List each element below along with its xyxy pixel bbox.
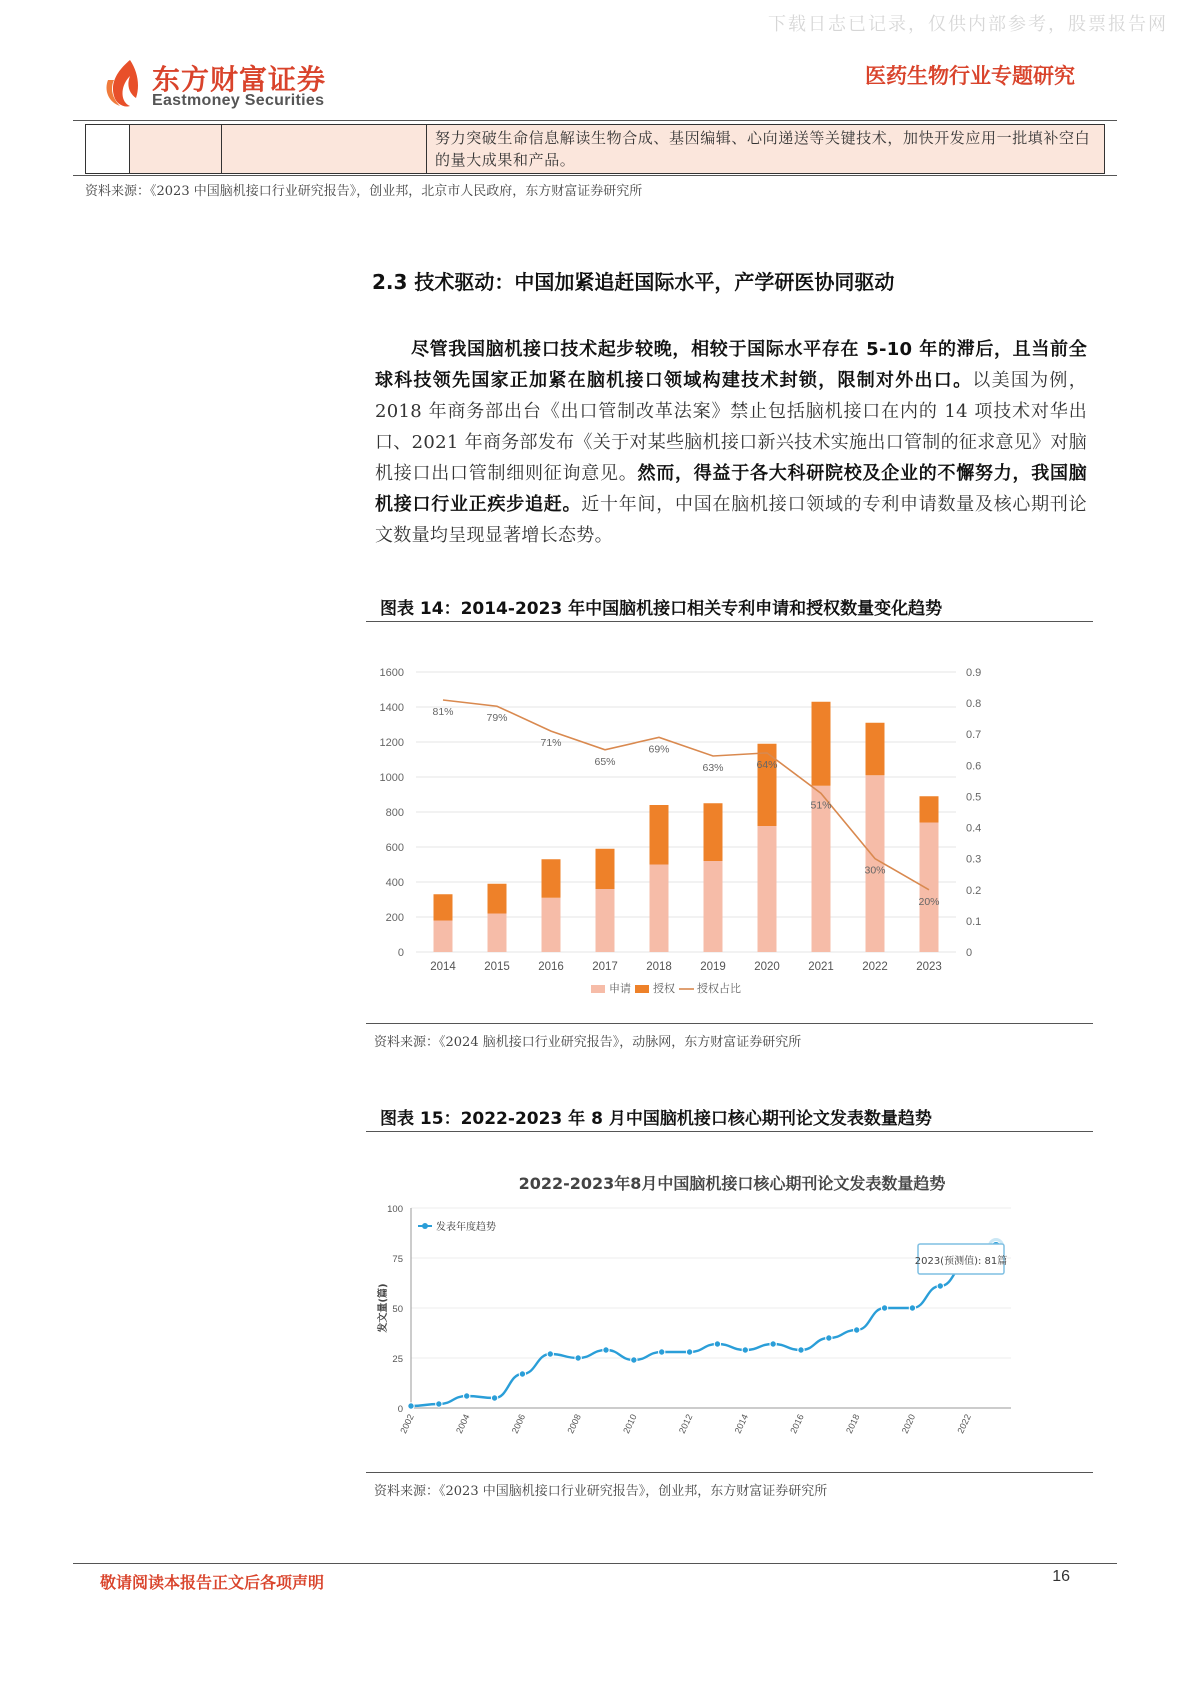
y-tick-label: 75 <box>392 1254 403 1265</box>
bar-grant <box>542 859 561 898</box>
y-tick-label: 25 <box>392 1354 403 1365</box>
data-point <box>909 1305 915 1311</box>
tooltip-text: 2023(预测值): 81篇 <box>914 1256 1008 1267</box>
data-point <box>937 1283 943 1289</box>
legend-label-grant: 授权 <box>653 982 675 995</box>
y2-tick-label: 0.2 <box>966 884 982 897</box>
table-row <box>86 125 1105 174</box>
patent-stacked-bar-chart <box>366 650 1093 1025</box>
y-tick-label: 200 <box>385 912 404 924</box>
x-tick-label: 2021 <box>808 961 834 973</box>
y-tick-label: 400 <box>385 877 404 889</box>
table-divider <box>73 175 1117 176</box>
logo-chinese-name: 东方财富证券 <box>152 63 327 96</box>
bar-grant <box>650 805 669 865</box>
company-logo <box>100 56 360 116</box>
table-cell-text: 努力突破生命信息解读生物合成、基因编辑、心向递送等关键技术，加快开发应用一批填补空白的量大成果和产品。 <box>427 125 1105 174</box>
x-tick-label: 2012 <box>676 1412 695 1435</box>
ratio-label: 30% <box>864 864 886 877</box>
page-number: 16 <box>1052 1568 1070 1585</box>
text-sentence: 近十年间，中国在脑机接口领域的专利申请数量及核心期刊论文数量均呈现显著增长态势。 <box>375 494 1087 546</box>
bar-apply <box>434 921 453 953</box>
text-sentence: 以美国为例，2018 年商务部出台《出口管制改革法案》禁止包括脑机接口在内的 14 项技术对华出口、2021 年商务部发布《关于对某些脑机接口新兴技术实施出口管制的征求意见》对脑机接口出口管制细则征询意见。 <box>375 370 1087 484</box>
logo-flame-icon <box>100 56 148 110</box>
bar-apply <box>488 914 507 953</box>
x-tick-label: 2014 <box>732 1412 751 1435</box>
y-tick-label: 1400 <box>379 702 404 714</box>
x-tick-label: 2022 <box>862 961 888 973</box>
data-point <box>659 1349 665 1355</box>
y2-tick-label: 0.1 <box>966 915 982 928</box>
footer-disclaimer: 敬请阅读本报告正文后各项声明 <box>100 1573 325 1592</box>
bar-apply <box>596 889 615 952</box>
data-point <box>491 1395 497 1401</box>
data-point <box>742 1347 748 1353</box>
y-tick-label: 100 <box>387 1204 403 1215</box>
logo-english-name: Eastmoney Securities <box>152 92 325 109</box>
y2-tick-label: 0 <box>966 947 973 959</box>
y2-tick-label: 0.8 <box>966 698 982 711</box>
y-tick-label: 0 <box>397 947 404 959</box>
bar-apply <box>542 898 561 952</box>
data-point <box>686 1349 692 1355</box>
table-cell <box>86 125 130 174</box>
ratio-label: 79% <box>486 712 508 725</box>
bar-apply <box>704 861 723 952</box>
y2-tick-label: 0.4 <box>966 822 982 835</box>
figure14-rule <box>366 621 1093 622</box>
x-tick-label: 2014 <box>430 961 456 973</box>
x-tick-label: 2016 <box>538 961 564 973</box>
data-point <box>464 1393 470 1399</box>
data-point <box>826 1335 832 1341</box>
bar-apply <box>866 775 885 952</box>
watermark: 下载日志已记录，仅供内部参考，股票报告网 <box>768 14 1168 35</box>
bar-apply <box>920 823 939 953</box>
ratio-label: 64% <box>756 758 778 771</box>
ratio-label: 81% <box>432 706 454 718</box>
bar-grant <box>866 723 885 776</box>
bar-apply <box>650 865 669 953</box>
figure15-bottom-rule <box>366 1472 1093 1473</box>
x-tick-label: 2002 <box>398 1412 416 1435</box>
figure14-bottom-rule <box>366 1023 1093 1024</box>
x-tick-label: 2006 <box>509 1412 528 1435</box>
footer-divider <box>73 1563 1117 1564</box>
y-tick-label: 600 <box>385 842 404 854</box>
x-tick-label: 2020 <box>899 1412 918 1435</box>
data-point <box>603 1347 609 1353</box>
bar-grant <box>434 894 453 920</box>
data-point <box>631 1357 637 1363</box>
x-tick-label: 2018 <box>646 961 672 973</box>
x-tick-label: 2018 <box>843 1412 862 1435</box>
x-tick-label: 2017 <box>592 961 618 973</box>
data-point <box>436 1401 442 1407</box>
data-point <box>408 1403 414 1409</box>
y-axis-label: 发文量(篇) <box>378 1283 389 1333</box>
table-cell <box>130 125 222 174</box>
trend-line <box>411 1246 996 1406</box>
data-point <box>519 1371 525 1377</box>
data-point <box>798 1347 804 1353</box>
bold-sentence: 尽管我国脑机接口技术起步较晚，相较于国际水平存在 5-10 年的滞后，且当前全球科技领先国家正加紧在脑机接口领域构建技术封锁，限制对外出口。 <box>375 339 1087 391</box>
body-paragraph <box>375 334 1087 551</box>
bar-grant <box>758 744 777 826</box>
bar-grant <box>704 803 723 861</box>
bar-apply <box>758 826 777 952</box>
y-tick-label: 800 <box>385 807 404 819</box>
y-tick-label: 0 <box>397 1404 403 1415</box>
section-heading: 2.3 技术驱动：中国加紧追赶国际水平，产学研医协同驱动 <box>372 270 895 294</box>
ratio-label: 69% <box>648 743 670 756</box>
figure15-source-note: 资料来源：《2023 中国脑机接口行业研究报告》，创业邦，东方财富证券研究所 <box>374 1484 828 1499</box>
bold-sentence: 然而，得益于各大科研院校及企业的不懈努力，我国脑机接口行业正疾步追赶。 <box>375 463 1087 515</box>
y2-tick-label: 0.3 <box>966 853 982 866</box>
x-tick-label: 2019 <box>700 961 726 973</box>
ratio-label: 71% <box>540 737 562 750</box>
figure14-title: 图表 14：2014-2023 年中国脑机接口相关专利申请和授权数量变化趋势 <box>380 599 943 619</box>
figure15-title: 图表 15：2022-2023 年 8 月中国脑机接口核心期刊论文发表数量趋势 <box>380 1109 932 1129</box>
header-divider <box>73 120 1117 121</box>
legend-swatch-grant <box>635 985 649 993</box>
y-tick-label: 1200 <box>379 737 404 749</box>
y2-tick-label: 0.6 <box>966 760 982 773</box>
y-tick-label: 1000 <box>379 772 404 784</box>
x-tick-label: 2004 <box>453 1412 472 1435</box>
paper-trend-line-chart <box>366 1160 1093 1465</box>
y2-tick-label: 0.7 <box>966 729 982 742</box>
legend-marker <box>422 1223 428 1229</box>
bar-grant <box>488 884 507 914</box>
x-tick-label: 2022 <box>955 1412 973 1435</box>
x-tick-label: 2020 <box>754 961 780 973</box>
legend-label-apply: 申请 <box>609 982 631 995</box>
x-tick-label: 2015 <box>484 961 510 973</box>
x-tick-label: 2008 <box>565 1412 583 1435</box>
bar-grant <box>920 796 939 822</box>
x-tick-label: 2023 <box>916 961 942 973</box>
table-source-note: 资料来源：《2023 中国脑机接口行业研究报告》，创业邦，北京市人民政府，东方财富证券研究所 <box>85 184 643 199</box>
ratio-label: 51% <box>810 799 832 812</box>
data-point <box>881 1305 887 1311</box>
ratio-line <box>443 700 929 890</box>
y-tick-label: 1600 <box>379 667 404 679</box>
bar-grant <box>812 702 831 786</box>
table-cell <box>222 125 427 174</box>
data-point <box>714 1341 720 1347</box>
x-tick-label: 2010 <box>621 1412 639 1435</box>
y2-tick-label: 0.9 <box>966 667 982 679</box>
figure14-source-note: 资料来源：《2024 脑机接口行业研究报告》，动脉网，东方财富证券研究所 <box>374 1035 802 1050</box>
y-tick-label: 50 <box>392 1304 403 1315</box>
ratio-label: 65% <box>594 755 616 768</box>
policy-table-fragment <box>85 124 1105 174</box>
data-point <box>854 1327 860 1333</box>
data-point <box>770 1341 776 1347</box>
x-tick-label: 2016 <box>788 1412 806 1435</box>
data-point <box>547 1351 553 1357</box>
ratio-label: 20% <box>918 895 940 908</box>
legend-label-ratio: 授权占比 <box>697 982 741 995</box>
data-point <box>575 1355 581 1361</box>
legend-label: 发表年度趋势 <box>436 1222 496 1233</box>
ratio-label: 63% <box>702 762 724 774</box>
y2-tick-label: 0.5 <box>966 791 982 804</box>
bar-grant <box>596 849 615 889</box>
figure15-rule <box>366 1131 1093 1132</box>
chart15-inner-title: 2022-2023年8月中国脑机接口核心期刊论文发表数量趋势 <box>518 1174 946 1193</box>
legend-swatch-apply <box>591 985 605 993</box>
report-category: 医药生物行业专题研究 <box>865 64 1075 88</box>
